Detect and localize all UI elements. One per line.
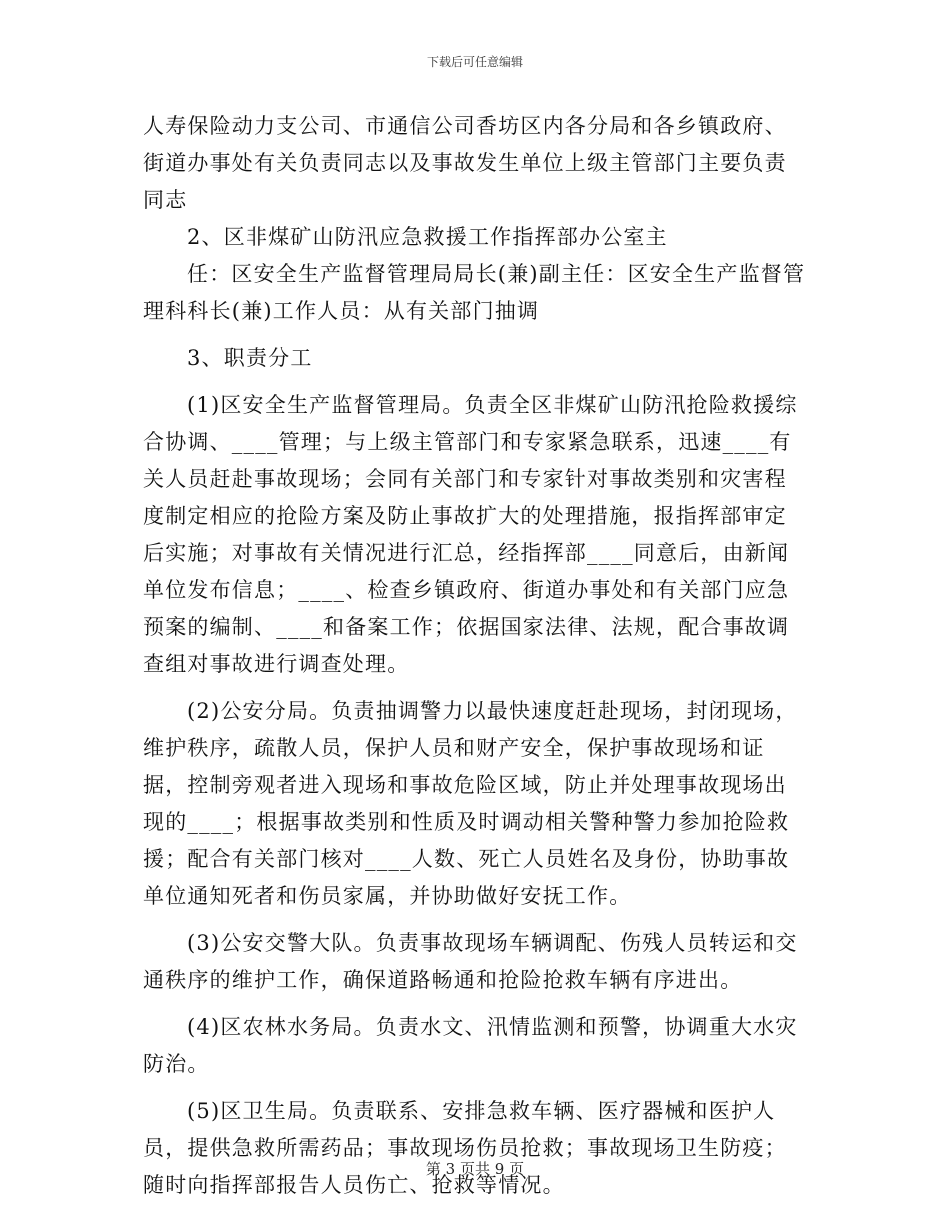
paragraph-duty-3: (3)公安交警大队。负责事故现场车辆调配、伤残人员转运和交通秩序的维护工作，确保道路畅通和抢险抢救车辆有序进出。 [143, 931, 798, 992]
paragraph-duty-4: (4)区农林水务局。负责水文、汛情监测和预警，协调重大水灾防治。 [143, 1015, 798, 1076]
paragraph-duty-5: (5)区卫生局。负责联系、安排急救车辆、医疗器械和医护人员，提供急救所需药品；事故现场伤员抢救；事故现场卫生防疫；随时向指挥部报告人员伤亡、抢救等情况。 [143, 1099, 787, 1197]
paragraph-duty-1: (1)区安全生产监督管理局。负责全区非煤矿山防汛抢险救援综合协调、____管理；与上级主管部门和专家紧急联系，迅速____有关人员赶赴事故现场；会同有关部门和专家针对事故类别和灾害程度制定相应的抢险方案及防止事故扩大的处理措施，报指挥部审定后实施；对事故有关情况进行汇总，经指挥部____同意后，由新闻单位发布信息；____、检查乡镇政府、街道办事处和有关部门应急预案的编制、____和备案工作；依据国家法律、法规，配合事故调查组对事故进行调查处理。 [143, 393, 798, 676]
page-header: 下载后可任意编辑 [426, 55, 523, 69]
paragraph-duty-2: (2)公安分局。负责抽调警力以最快速度赶赴现场，封闭现场，维护秩序，疏散人员，保护人员和财产安全，保护事故现场和证据，控制旁观者进入现场和事故危险区域，防止并处理事故现场出现的____；根据事故类别和性质及时调动相关警种警力参加抢险救援；配合有关部门核对____人数、死亡人员姓名及身份，协助事故单位通知死者和伤员家属，并协助做好安抚工作。 [143, 699, 798, 908]
paragraph-office-staff: 任：区安全生产监督管理局局长(兼)副主任：区安全生产监督管理科科长(兼)工作人员：从有关部门抽调 [143, 262, 806, 323]
document-body [143, 108, 807, 1204]
paragraph-section-3: 3、职责分工 [187, 346, 313, 370]
paragraph-continuation: 人寿保险动力支公司、市通信公司香坊区内各分局和各乡镇政府、街道办事处有关负责同志以及事故发生单位上级主管部门主要负责同志 [143, 114, 787, 212]
paragraph-section-2: 2、区非煤矿山防汛应急救援工作指挥部办公室主 [187, 225, 668, 249]
page-number-footer: 第 3 页共 9 页 [425, 1160, 525, 1178]
